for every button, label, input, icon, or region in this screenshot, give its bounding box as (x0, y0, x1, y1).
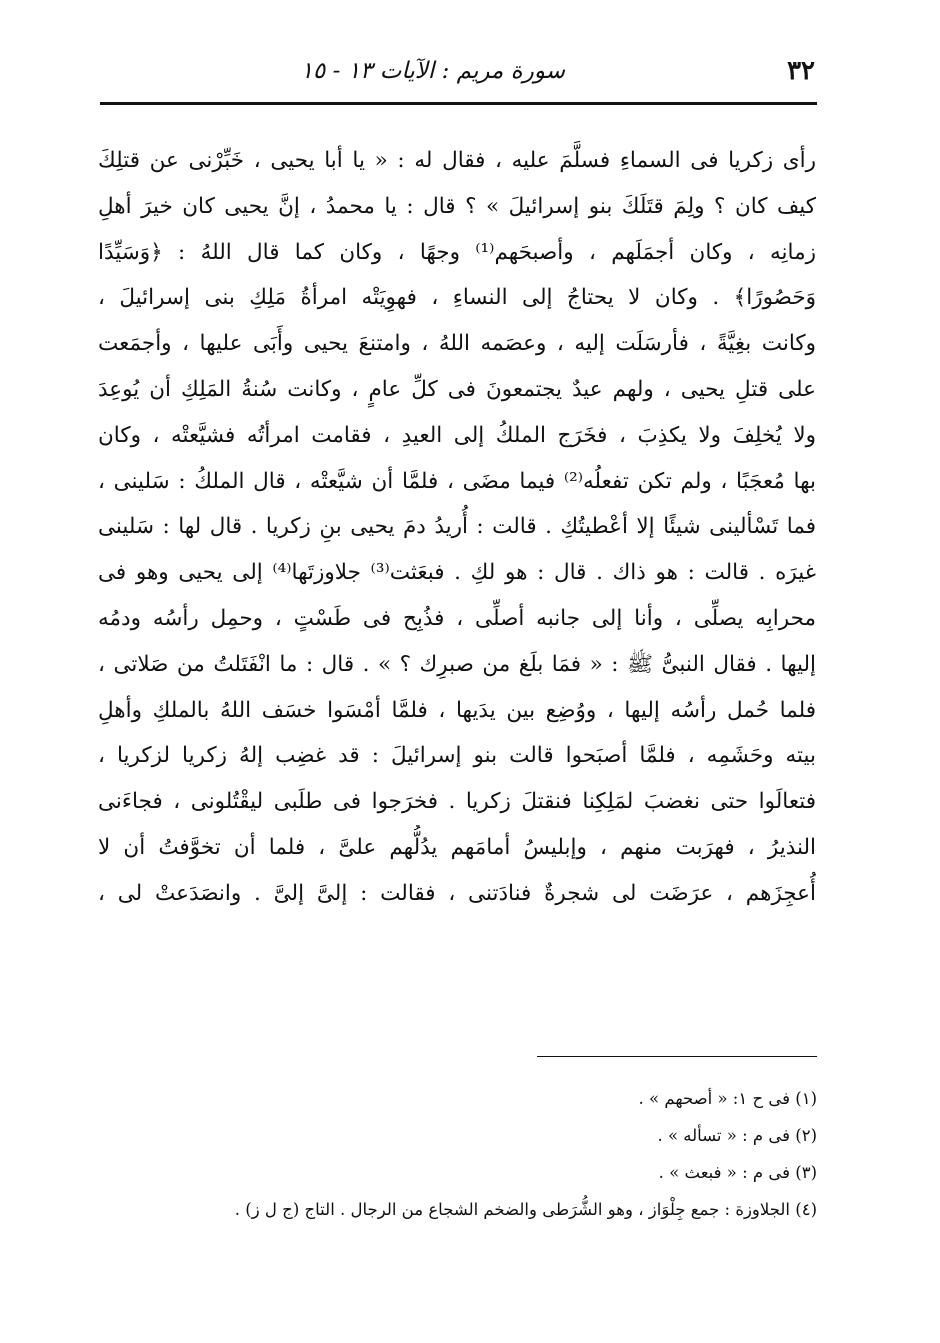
running-title: سورة مريم : الآيات ١٣ - ١٥ (300, 58, 565, 84)
text-line: إليها . فقال النبىُّ ﷺ : « فمَا بلَغ من صبرِك ؟ » . قال : ما انْفَتَلتُ من صَلاتى ، (98, 651, 816, 677)
page-number: ٣٢ (787, 56, 815, 86)
footnote-divider (537, 1056, 817, 1057)
footnote: (٢) فى م : « تسأله » . (657, 1126, 817, 1145)
text-line: فتعالَوا حتى نغضبَ لمَلِكِنا فنقتلَ زكريا . فخرَجوا فى طلَبى ليقْتُلونى ، فجاءَنى (98, 789, 816, 815)
header-divider (100, 102, 817, 105)
footnote: (٤) الجلاوزة : جمع جِلْوَاز ، وهو الشُّرَطى والضخم الشجاع من الرجال . التاج (ج ل ز) . (234, 1200, 817, 1219)
text-line: وكانت بغِيَّةً ، فأرسَلَت إليه ، وعصَمه اللهُ ، وامتنعَ يحيى وأَبَى عليها ، وأجمَعت (98, 331, 816, 357)
text-line: فما تَسْألينى شيئًا إلا أعْطيتُكِ . قالت : أُريدُ دمَ يحيى بنِ زكريا . قال لها : سَلينى (98, 514, 816, 540)
text-line: فلما حُمل رأسُه إليها ، ووُضِع بين يدَيها ، فلمَّا أمْسَوا خسَف اللهُ بالملكِ وأهلِ (98, 697, 816, 723)
footnotes (120, 1080, 817, 1228)
text-line: على قتلِ يحيى ، ولهم عيدٌ يجتمعونَ فى كلِّ عامٍ ، وكانت سُنةُ المَلِكِ أن يُوعِدَ (98, 376, 816, 402)
text-line: أُعجِزَهم ، عرَضَت لى شجرةٌ فنادَتنى ، فقالت : إلىَّ إلىَّ . وانصَدَعتْ لى ، (98, 880, 816, 906)
page-header (100, 54, 815, 94)
text-line: النذيرُ ، فهرَبت منهم ، وإبليسُ أمامَهم يدُلُّهم علىَّ ، فلما أن تخوَّفتُ أن لا (98, 834, 816, 860)
text-line: غيرَه . قالت : هو ذاك . قال : هو لكِ . فبعَثت⁽³⁾ جلاوزتَها⁽⁴⁾ إلى يحيى وهو فى (98, 560, 816, 586)
main-text (98, 138, 816, 917)
footnote: (١) فى ح ١: « أصحهم » . (638, 1089, 817, 1108)
text-line: وَحَصُورًا﴾ . وكان لا يحتاجُ إلى النساءِ ، فهوِيَتْه امرأةُ مَلِكِ بنى إسرائيلَ ، (98, 285, 816, 311)
text-line: محرابِه يصلِّى ، وأنا إلى جانبه أصلِّى ، فذُبِح فى طَسْتٍ ، وحمِل رأسُه ودمُه (98, 605, 816, 631)
footnote: (٣) فى م : « فبعث » . (658, 1163, 817, 1182)
text-line: بها مُعجَبًا ، ولم تكن تفعلُه⁽²⁾ فيما مضَى ، فلمَّا أن شيَّعتْه ، قال الملكُ : سَلينى ، (98, 468, 816, 494)
text-line: زمانِه ، وكان أجمَلَهم ، وأصبحَهم⁽¹⁾ وجهًا ، وكان كما قال اللهُ : ﴿وَسَيِّدًا (98, 239, 816, 265)
text-line: ولا يُخلِفَ ولا يكذِبَ ، فخَرَج الملكُ إلى العيدِ ، فقامت امرأتُه فشيَّعتْه ، وكان (98, 422, 816, 448)
text-line: رأى زكريا فى السماءِ فسلَّمَ عليه ، فقال له : « يا أبا يحيى ، خَبِّرْنى عن قتلِكَ (98, 148, 816, 173)
text-line: كيف كان ؟ ولِمَ قتَلَكَ بنو إسرائيلَ » ؟ قال : يا محمدُ ، إنَّ يحيى كان خيرَ أهلِ (98, 193, 816, 219)
text-line: بيته وحَشَمِه ، فلمَّا أصبَحوا قالت بنو إسرائيلَ : قد غضِب إلهُ زكريا لزكريا ، (98, 743, 816, 769)
